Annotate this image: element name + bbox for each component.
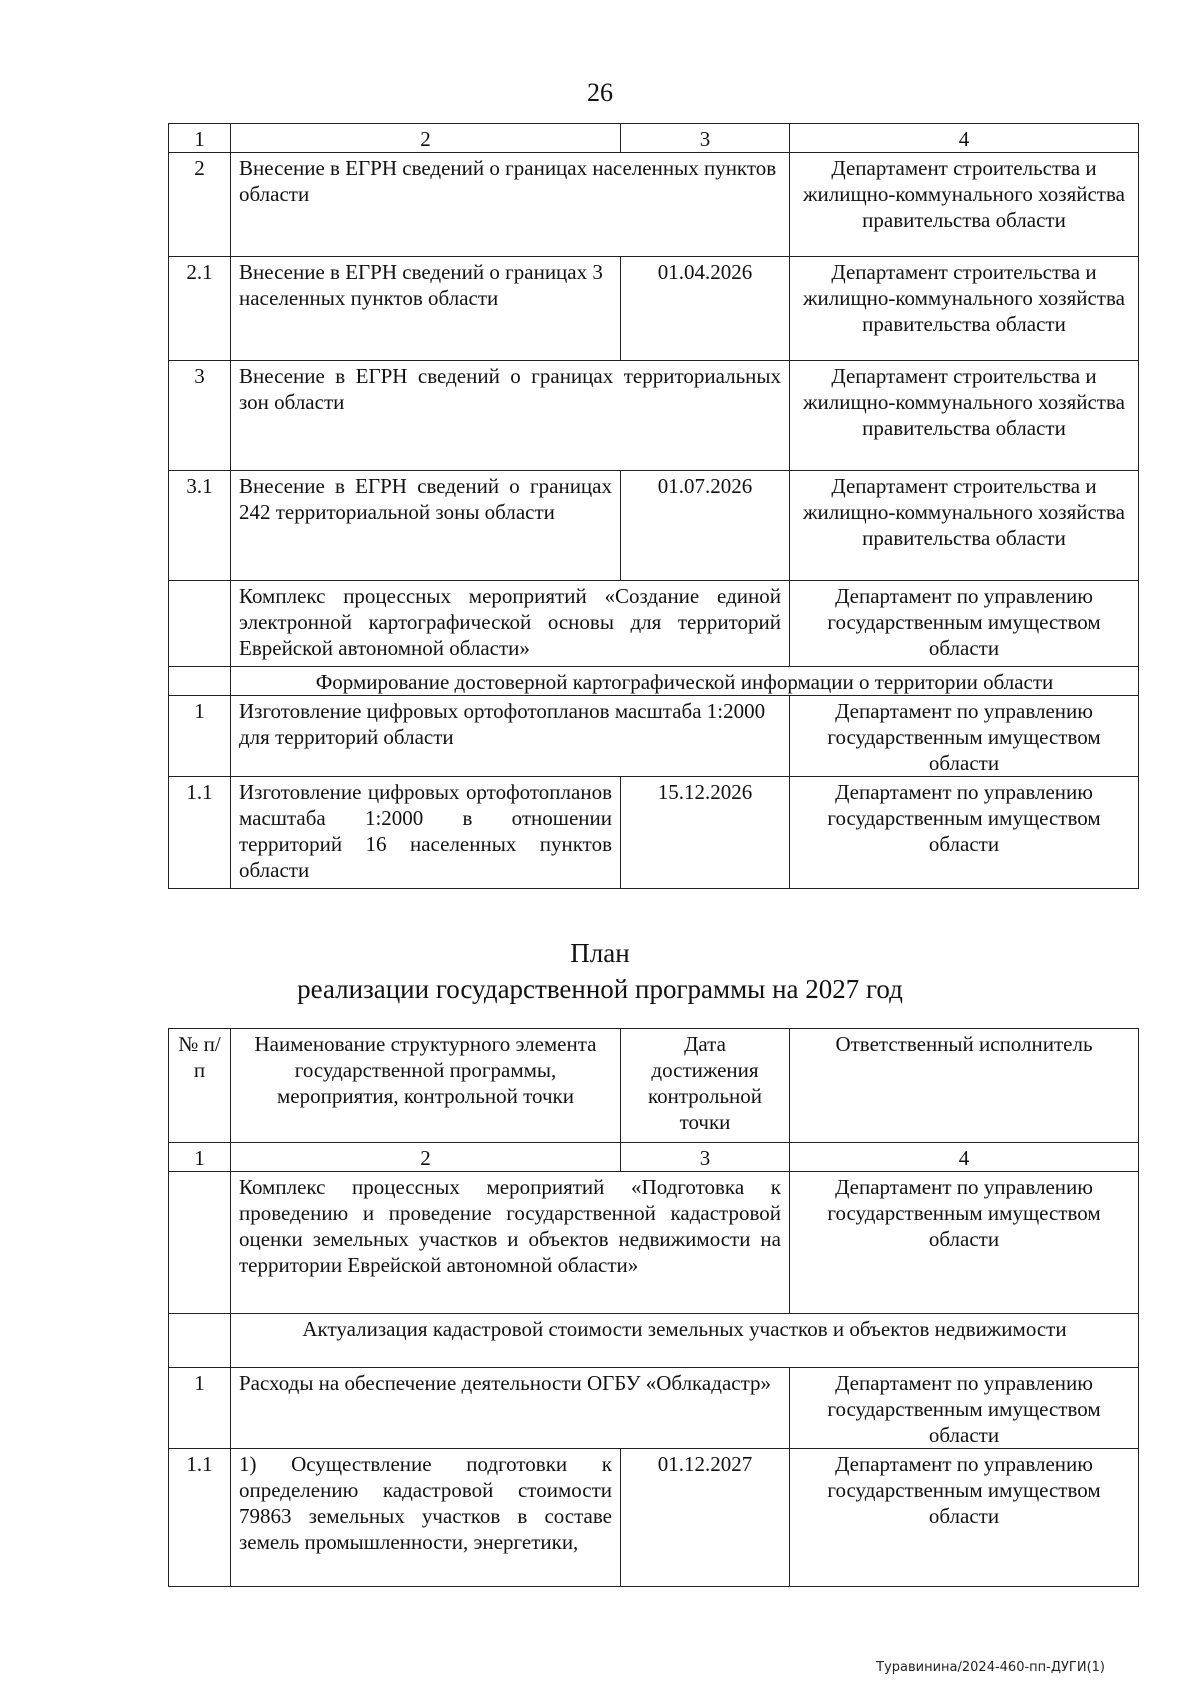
table-row	[169, 361, 1139, 471]
row-number	[169, 1172, 231, 1314]
row-date: 15.12.2026	[621, 777, 790, 889]
row-date: 01.07.2026	[621, 471, 790, 581]
row-responsible: Департамент по управлению государственным имуществом области	[790, 696, 1139, 777]
row-responsible: Департамент по управлению государственным имуществом области	[790, 1172, 1139, 1314]
table-row	[169, 257, 1139, 361]
row-number: 1.1	[169, 777, 231, 889]
row-number	[169, 581, 231, 667]
row-text: 1) Осуществление подготовки к определению кадастровой стоимости 79863 земельных участков в составе земель промышленности, энергетики,	[231, 1449, 621, 1587]
row-responsible: Департамент по управлению государственным имуществом области	[790, 777, 1139, 889]
table-2027-plan	[168, 1028, 1139, 1587]
row-responsible: Департамент строительства и жилищно-коммунального хозяйства правительства области	[790, 153, 1139, 257]
row-number: 3.1	[169, 471, 231, 581]
column-header-name: Наименование структурного элемента государственной программы, мероприятия, контрольной точки	[231, 1029, 621, 1143]
row-responsible: Департамент по управлению государственным имуществом области	[790, 1368, 1139, 1449]
row-date: 01.12.2027	[621, 1449, 790, 1587]
empty-cell	[169, 667, 231, 696]
table-row	[169, 153, 1139, 257]
plan-subtitle: реализации государственной программы на 2027 год	[297, 974, 903, 1004]
table-2026-continuation	[168, 123, 1139, 889]
table-subheader-row	[169, 667, 1139, 696]
column-header-responsible: Ответственный исполнитель	[790, 1029, 1139, 1143]
empty-cell	[169, 1314, 231, 1368]
table-row	[169, 471, 1139, 581]
row-responsible: Департамент строительства и жилищно-коммунального хозяйства правительства области	[790, 257, 1139, 361]
column-header-date: Дата достижения контрольной точки	[621, 1029, 790, 1143]
plan-title: План	[570, 938, 630, 968]
row-responsible: Департамент по управлению государственным имуществом области	[790, 1449, 1139, 1587]
table-row	[169, 581, 1139, 667]
column-header-number: № п/п	[169, 1029, 231, 1143]
row-text: Внесение в ЕГРН сведений о границах 3 населенных пунктов области	[231, 257, 621, 361]
row-number: 3	[169, 361, 231, 471]
row-text: Внесение в ЕГРН сведений о границах территориальных зон области	[231, 361, 790, 471]
row-text: Комплекс процессных мероприятий «Подготовка к проведению и проведение государственной кадастровой оценки земельных участков и объектов недвижимости на территории Еврейской автономной области»	[231, 1172, 790, 1314]
table-row	[169, 696, 1139, 777]
row-number: 1	[169, 1368, 231, 1449]
table-columns-row	[169, 1029, 1139, 1143]
row-text: Комплекс процессных мероприятий «Создание единой электронной картографической основы для территорий Еврейской автономной области»	[231, 581, 790, 667]
row-number: 2.1	[169, 257, 231, 361]
header-cell: 1	[169, 124, 231, 153]
table-row	[169, 777, 1139, 889]
page-number: 26	[587, 78, 613, 107]
header-cell: 4	[790, 124, 1139, 153]
row-subheader: Формирование достоверной картографической информации о территории области	[231, 667, 1139, 696]
table-header-row	[169, 1143, 1139, 1172]
row-text: Внесение в ЕГРН сведений о границах населенных пунктов области	[231, 153, 790, 257]
header-cell: 4	[790, 1143, 1139, 1172]
header-cell: 2	[231, 124, 621, 153]
row-responsible: Департамент строительства и жилищно-коммунального хозяйства правительства области	[790, 361, 1139, 471]
row-responsible: Департамент строительства и жилищно-коммунального хозяйства правительства области	[790, 471, 1139, 581]
row-text: Расходы на обеспечение деятельности ОГБУ «Облкадастр»	[231, 1368, 790, 1449]
row-text: Изготовление цифровых ортофотопланов масштаба 1:2000 в отношении территорий 16 населенных пунктов области	[231, 777, 621, 889]
row-date: 01.04.2026	[621, 257, 790, 361]
table-row	[169, 1449, 1139, 1587]
document-footer-code: Туравинина/2024-460-пп-ДУГИ(1)	[876, 1660, 1105, 1675]
table-header-row	[169, 124, 1139, 153]
header-cell: 3	[621, 1143, 790, 1172]
table-row	[169, 1172, 1139, 1314]
row-number: 1	[169, 696, 231, 777]
row-number: 1.1	[169, 1449, 231, 1587]
row-subheader: Актуализация кадастровой стоимости земельных участков и объектов недвижимости	[231, 1314, 1139, 1368]
row-text: Внесение в ЕГРН сведений о границах 242 территориальной зоны области	[231, 471, 621, 581]
header-cell: 1	[169, 1143, 231, 1172]
row-responsible: Департамент по управлению государственным имуществом области	[790, 581, 1139, 667]
header-cell: 3	[621, 124, 790, 153]
row-text: Изготовление цифровых ортофотопланов масштаба 1:2000 для территорий области	[231, 696, 790, 777]
header-cell: 2	[231, 1143, 621, 1172]
row-number: 2	[169, 153, 231, 257]
table-subheader-row	[169, 1314, 1139, 1368]
table-row	[169, 1368, 1139, 1449]
